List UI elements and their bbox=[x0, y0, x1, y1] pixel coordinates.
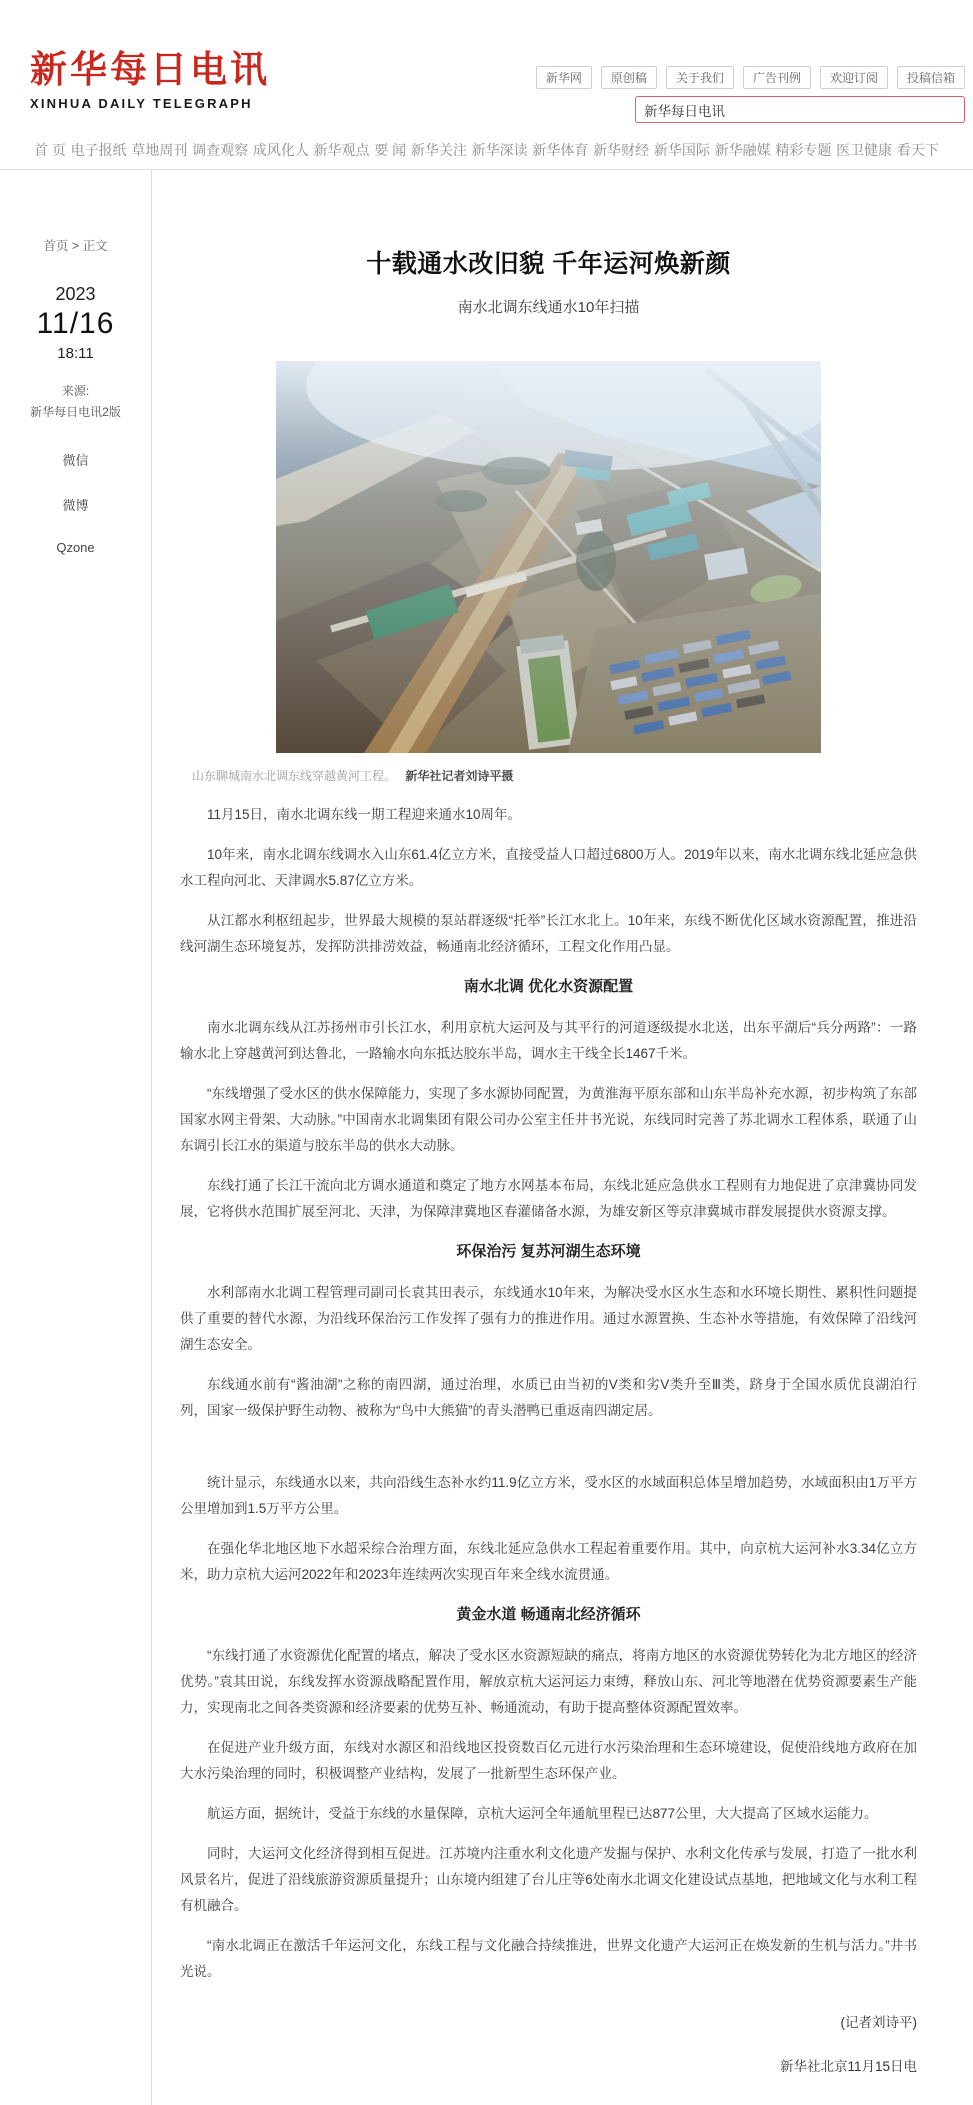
nav-item-epaper[interactable]: 电子报纸 bbox=[70, 142, 127, 158]
breadcrumb-current: 正文 bbox=[82, 239, 108, 253]
article-byline: (记者刘诗平) bbox=[840, 2015, 917, 2030]
nav-item-yiwei[interactable]: 医卫健康 bbox=[836, 142, 893, 158]
photo-credit: 新华社记者刘诗平摄 bbox=[405, 769, 514, 783]
article-paragraph: 东线打通了长江干流向北方调水通道和奠定了地方水网基本布局，东线北延应急供水工程则有力地促进了京津冀协同发展，它将供水范围扩展至河北、天津，为保障津冀地区春灌储备水源，为雄安新区等京津冀城市群发展提供水资源支撑。 bbox=[180, 1178, 917, 1219]
section-heading-3: 黄金水道 畅通南北经济循环 bbox=[456, 1606, 641, 1623]
section-heading-2: 环保治污 复苏河湖生态环境 bbox=[456, 1243, 641, 1260]
nav-item-guanzhu[interactable]: 新华关注 bbox=[410, 142, 467, 158]
article-dateline: 新华社北京11月15日电 bbox=[779, 2059, 917, 2074]
nav-item-home[interactable]: 首 页 bbox=[34, 142, 66, 158]
header-link-subscribe[interactable]: 欢迎订阅 bbox=[820, 66, 888, 89]
header-link-contribute[interactable]: 投稿信箱 bbox=[897, 66, 965, 89]
source-value: 新华每日电讯2版 bbox=[30, 405, 121, 419]
share-wechat-button[interactable]: 微信 bbox=[62, 453, 89, 468]
site-logo-title: 新华每日电讯 bbox=[30, 50, 270, 91]
nav-item-kantianxia[interactable]: 看天下 bbox=[896, 142, 939, 158]
nav-item-shendu[interactable]: 新华深读 bbox=[471, 142, 528, 158]
photo-caption-text: 山东聊城南水北调东线穿越黄河工程。 bbox=[192, 769, 397, 783]
nav-item-caodi[interactable]: 草地周刊 bbox=[131, 142, 188, 158]
main-nav bbox=[0, 132, 973, 170]
share-qzone-button[interactable]: Qzone bbox=[56, 540, 95, 555]
nav-item-yaowen[interactable]: 要 闻 bbox=[374, 142, 407, 158]
article-photo bbox=[276, 361, 821, 753]
header-link-original[interactable]: 原创稿 bbox=[601, 66, 657, 89]
site-header bbox=[0, 0, 973, 132]
article-paragraph: 同时，大运河文化经济得到相互促进。江苏境内注重水利文化遗产发掘与保护、水利文化传承与发展，打造了一批水利风景名片，促进了沿线旅游资源质量提升；山东境内组建了台儿庄等6处南水北调文化建设试点基地，把地域文化与水利工程有机融合。 bbox=[180, 1846, 917, 1913]
article-paragraph: 统计显示，东线通水以来，共向沿线生态补水约11.9亿立方米，受水区的水域面积总体呈增加趋势，水域面积由1万平方公里增加到1.5万平方公里。 bbox=[180, 1475, 917, 1516]
header-link-ads[interactable]: 广告刊例 bbox=[743, 66, 811, 89]
nav-item-caijing[interactable]: 新华财经 bbox=[593, 142, 650, 158]
nav-item-diaocha[interactable]: 调查观察 bbox=[192, 142, 249, 158]
nav-item-rongmei[interactable]: 新华融媒 bbox=[714, 142, 771, 158]
photo-caption bbox=[192, 767, 917, 784]
article-paragraph: 11月15日，南水北调东线一期工程迎来通水10周年。 bbox=[207, 807, 522, 822]
search-input[interactable] bbox=[635, 96, 965, 123]
header-quick-links bbox=[536, 66, 965, 89]
nav-item-chengfeng[interactable]: 成风化人 bbox=[252, 142, 309, 158]
article-paragraph: 从江都水利枢纽起步，世界最大规模的泵站群逐级“托举”长江水北上。10年来，东线不断优化区域水资源配置，推进沿线河湖生态环境复苏，发挥防洪排涝效益，畅通南北经济循环，工程文化作用凸显。 bbox=[180, 913, 917, 954]
article-paragraph: 水利部南水北调工程管理司副司长袁其田表示，东线通水10年来，为解决受水区水生态和水环境长期性、累积性问题提供了重要的替代水源，为沿线环保治污工作发挥了强有力的推进作用。通过水源置换、生态补水等措施，有效保障了沿线河湖生态安全。 bbox=[180, 1285, 917, 1352]
article-body bbox=[180, 802, 917, 1985]
header-link-about[interactable]: 关于我们 bbox=[666, 66, 734, 89]
share-list bbox=[6, 450, 145, 555]
nav-item-guoji[interactable]: 新华国际 bbox=[653, 142, 710, 158]
article-paragraph: 在促进产业升级方面，东线对水源区和沿线地区投资数百亿元进行水污染治理和生态环境建设，促使沿线地方政府在加大水污染治理的同时，积极调整产业结构，发展了一批新型生态环保产业。 bbox=[180, 1740, 917, 1781]
article-sidebar bbox=[0, 170, 152, 2105]
article-paragraph: “南水北调正在激活千年运河文化，东线工程与文化融合持续推进，世界文化遗产大运河正在焕发新的生机与活力。”井书光说。 bbox=[180, 1938, 917, 1979]
breadcrumb-separator: > bbox=[71, 239, 80, 253]
breadcrumb bbox=[6, 236, 145, 254]
article-paragraph: “东线增强了受水区的供水保障能力，实现了多水源协同配置，为黄淮海平原东部和山东半岛补充水源，初步构筑了东部国家水网主骨架、大动脉。”中国南水北调集团有限公司办公室主任井书光说，东线同时完善了苏北调水工程体系，联通了山东调引长江水的渠道与胶东半岛的供水大动脉。 bbox=[180, 1086, 917, 1153]
article bbox=[152, 170, 973, 2105]
article-paragraph: “东线打通了水资源优化配置的堵点，解决了受水区水资源短缺的痛点，将南方地区的水资源优势转化为北方地区的经济优势。”袁其田说，东线发挥水资源战略配置作用，解放京杭大运河运力束缚，释放山东、河北等地潜在优势资源要素生产能力，实现南北之间各类资源和经济要素的优势互补、畅通流动，有助于提高整体资源配置效率。 bbox=[180, 1648, 917, 1715]
nav-item-guandian[interactable]: 新华观点 bbox=[313, 142, 370, 158]
article-paragraph: 东线通水前有“酱油湖”之称的南四湖，通过治理，水质已由当初的V类和劣V类升至Ⅲ类，跻身于全国水质优良湖泊行列，国家一级保护野生动物、被称为“鸟中大熊猫”的青头潜鸭已重返南四湖定居。 bbox=[180, 1377, 917, 1418]
article-paragraph: 10年来，南水北调东线调水入山东61.4亿立方米，直接受益人口超过6800万人。2019年以来，南水北调东线北延应急供水工程向河北、天津调水5.87亿立方米。 bbox=[180, 847, 917, 888]
site-logo-subtitle: XINHUA DAILY TELEGRAPH bbox=[30, 95, 253, 111]
article-paragraph: 航运方面，据统计，受益于东线的水量保障，京杭大运河全年通航里程已达877公里，大大提高了区域水运能力。 bbox=[207, 1806, 878, 1821]
breadcrumb-home-link[interactable]: 首页 bbox=[43, 239, 69, 253]
article-paragraph: 在强化华北地区地下水超采综合治理方面，东线北延应急供水工程起着重要作用。其中，向京杭大运河补水3.34亿立方米，助力京杭大运河2022年和2023年连续两次实现百年来全线水流贯通。 bbox=[180, 1541, 917, 1582]
section-heading-1: 南水北调 优化水资源配置 bbox=[463, 978, 634, 995]
header-link-xinhuanet[interactable]: 新华网 bbox=[536, 66, 592, 89]
publish-monthday: 11/16 bbox=[36, 307, 115, 340]
article-paragraph: 南水北调东线从江苏扬州市引长江水，利用京杭大运河及与其平行的河道逐级提水北送，出东平湖后“兵分两路”：一路输水北上穿越黄河到达鲁北，一路输水向东抵达胶东半岛，调水主干线全长1467千米。 bbox=[180, 1020, 917, 1061]
nav-item-tiyu[interactable]: 新华体育 bbox=[532, 142, 589, 158]
source-label: 来源: bbox=[61, 384, 90, 398]
article-subtitle: 南水北调东线通水10年扫描 bbox=[457, 299, 640, 316]
publish-time: 18:11 bbox=[57, 345, 94, 362]
share-weibo-button[interactable]: 微博 bbox=[62, 498, 89, 513]
publish-year: 2023 bbox=[55, 284, 96, 304]
site-logo[interactable] bbox=[30, 52, 270, 111]
aerial-photo-illustration bbox=[276, 361, 821, 753]
article-title: 十载通水改旧貌 千年运河焕新颜 bbox=[366, 250, 731, 278]
nav-item-zhuanti[interactable]: 精彩专题 bbox=[775, 142, 832, 158]
header-right bbox=[536, 66, 965, 123]
main-area bbox=[0, 170, 973, 2105]
